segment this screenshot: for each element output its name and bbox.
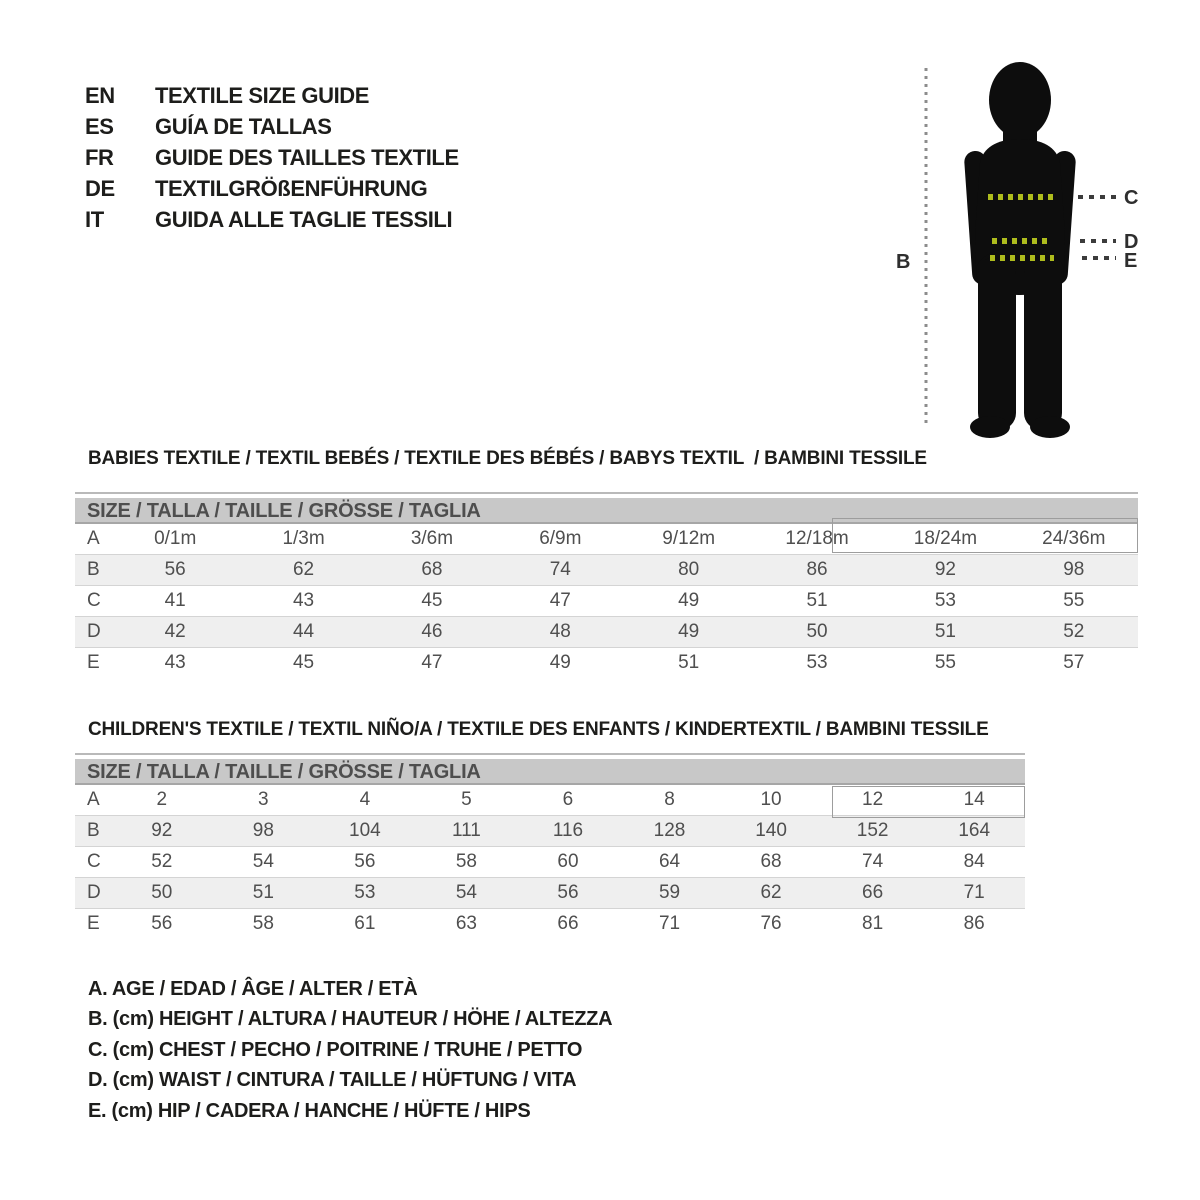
table-row	[75, 648, 1138, 679]
highlight-box-babies	[832, 518, 1138, 553]
table-cell: 6	[517, 785, 619, 816]
table-cell: 58	[416, 847, 518, 878]
table-cell: 86	[753, 555, 881, 586]
table-cell: 84	[923, 847, 1025, 878]
table-cell: 128	[619, 816, 721, 847]
table-cell: 8	[619, 785, 721, 816]
table-cell: 74	[496, 555, 624, 586]
table-cell: 116	[517, 816, 619, 847]
table-cell: 68	[720, 847, 822, 878]
language-code: DE	[85, 175, 115, 201]
table-cell: 86	[963, 913, 985, 934]
table-cell: 64	[619, 847, 721, 878]
table-row	[75, 555, 1138, 586]
row-label: B	[75, 816, 111, 847]
table-cell: 56	[151, 913, 173, 934]
table-cell: 41	[111, 586, 239, 617]
table-cell: 53	[806, 652, 828, 673]
table-cell: 58	[252, 913, 274, 934]
legend-item	[88, 1005, 612, 1036]
language-row	[85, 80, 459, 111]
legend-item	[88, 1066, 612, 1097]
table-cell: 49	[549, 652, 571, 673]
table-cell: 3/6m	[368, 524, 496, 555]
table-cell: 48	[496, 617, 624, 648]
table-cell: 62	[720, 878, 822, 909]
table-cell: 56	[314, 847, 416, 878]
table-cell: 46	[368, 617, 496, 648]
legend-item-text: D. (cm) WAIST / CINTURA / TAILLE / HÜFTUNG / VITA	[88, 1069, 577, 1092]
table-cell: 49	[625, 586, 753, 617]
table-row	[75, 816, 1025, 847]
table-row	[75, 878, 1025, 909]
table-row	[75, 586, 1138, 617]
measurement-legend	[88, 974, 612, 1127]
table-cell: 47	[496, 586, 624, 617]
table-cell: 74	[822, 847, 924, 878]
language-row	[85, 204, 459, 235]
table-cell: 51	[213, 878, 315, 909]
table-cell: 43	[239, 586, 367, 617]
silhouette-shape	[964, 62, 1077, 438]
table-cell: 68	[368, 555, 496, 586]
table-cell: 2	[111, 785, 213, 816]
table-cell: 81	[862, 913, 884, 934]
table-cell: 45	[368, 586, 496, 617]
table-cell: 98	[213, 816, 315, 847]
row-label: D	[75, 617, 111, 648]
table-row	[75, 847, 1025, 878]
legend-item-text: B. (cm) HEIGHT / ALTURA / HAUTEUR / HÖHE / ALTEZZA	[88, 1008, 613, 1031]
table-cell: 59	[619, 878, 721, 909]
table-cell: 51	[881, 617, 1009, 648]
label-waist-D: D	[1124, 231, 1139, 253]
legend-item-text: A. AGE / EDAD / ÂGE / ALTER / ETÀ	[88, 977, 418, 1000]
table-cell: 24/36m	[1010, 524, 1138, 555]
language-code: FR	[85, 144, 114, 170]
table-cell: 98	[1010, 555, 1138, 586]
babies-size-table	[75, 492, 1138, 678]
table-cell: 12/18m	[753, 524, 881, 555]
table-cell: 1/3m	[239, 524, 367, 555]
table-cell: 44	[239, 617, 367, 648]
table-cell: 111	[416, 816, 518, 847]
children-size-table	[75, 753, 1025, 939]
table-cell: 50	[753, 617, 881, 648]
table-cell: 3	[213, 785, 315, 816]
label-chest-C: C	[1124, 187, 1139, 209]
row-label: E	[87, 913, 100, 934]
row-label: C	[75, 586, 111, 617]
language-title: GUÍA DE TALLAS	[155, 113, 332, 139]
table-cell: 0/1m	[111, 524, 239, 555]
table-cell: 92	[111, 816, 213, 847]
table-cell: 45	[292, 652, 315, 673]
language-code: EN	[85, 82, 115, 108]
table-cell: 18/24m	[881, 524, 1009, 555]
language-title: TEXTILGRÖßENFÜHRUNG	[155, 175, 428, 201]
table-cell: 57	[1063, 652, 1085, 673]
language-list	[85, 80, 459, 235]
table-cell: 140	[720, 816, 822, 847]
leader-lines	[1078, 197, 1116, 258]
babies-table-header: SIZE / TALLA / TAILLE / GRÖSSE / TAGLIA	[75, 498, 1138, 524]
table-top-rule	[75, 492, 1138, 494]
table-cell: 51	[678, 652, 700, 673]
table-cell: 53	[881, 586, 1009, 617]
table-cell: 14	[923, 785, 1025, 816]
table-top-rule	[75, 753, 1025, 755]
language-title: TEXTILE SIZE GUIDE	[155, 82, 370, 108]
row-label: C	[75, 847, 111, 878]
table-cell: 55	[1010, 586, 1138, 617]
language-code: IT	[85, 206, 104, 232]
table-row	[75, 909, 1025, 940]
babies-section-title: BABIES TEXTILE / TEXTIL BEBÉS / TEXTILE DES BÉBÉS / BABYS TEXTIL / BAMBINI TESSILE	[88, 448, 927, 469]
language-code: ES	[85, 113, 114, 139]
table-cell: 66	[557, 913, 579, 934]
label-hip-E: E	[1124, 250, 1138, 272]
table-cell: 52	[1010, 617, 1138, 648]
legend-item	[88, 974, 612, 1005]
table-cell: 76	[760, 913, 782, 934]
table-cell: 71	[658, 913, 681, 934]
child-silhouette-figure	[880, 55, 1140, 450]
children-table-header: SIZE / TALLA / TAILLE / GRÖSSE / TAGLIA	[75, 759, 1025, 785]
language-row	[85, 111, 459, 142]
table-cell: 54	[416, 878, 518, 909]
language-row	[85, 142, 459, 173]
table-cell: 55	[934, 652, 956, 673]
row-label: A	[75, 785, 111, 816]
legend-item	[88, 1096, 612, 1127]
table-cell: 104	[314, 816, 416, 847]
row-label: D	[75, 878, 111, 909]
table-cell: 42	[111, 617, 239, 648]
table-cell: 60	[517, 847, 619, 878]
language-title: GUIDA ALLE TAGLIE TESSILI	[155, 206, 453, 232]
table-cell: 54	[213, 847, 315, 878]
children-section-title: CHILDREN'S TEXTILE / TEXTIL NIÑO/A / TEXTILE DES ENFANTS / KINDERTEXTIL / BAMBINI TESSILE	[88, 719, 989, 740]
row-label: E	[87, 652, 100, 673]
table-cell: 49	[625, 617, 753, 648]
table-cell: 9/12m	[625, 524, 753, 555]
table-cell: 5	[416, 785, 518, 816]
table-cell: 61	[354, 913, 376, 934]
legend-item	[88, 1035, 612, 1066]
table-cell: 152	[822, 816, 924, 847]
label-height-B: B	[896, 251, 911, 273]
language-title: GUIDE DES TAILLES TEXTILE	[155, 144, 459, 170]
table-cell: 47	[421, 652, 443, 673]
legend-item-text: C. (cm) CHEST / PECHO / POITRINE / TRUHE / PETTO	[88, 1038, 583, 1061]
table-cell: 53	[314, 878, 416, 909]
table-row	[75, 617, 1138, 648]
table-cell: 92	[881, 555, 1009, 586]
highlight-box-children	[832, 786, 1025, 818]
table-cell: 51	[753, 586, 881, 617]
table-cell: 164	[923, 816, 1025, 847]
table-cell: 71	[923, 878, 1025, 909]
table-cell: 4	[314, 785, 416, 816]
table-cell: 56	[517, 878, 619, 909]
row-label: B	[75, 555, 111, 586]
table-cell: 43	[164, 652, 186, 673]
table-cell: 50	[111, 878, 213, 909]
table-cell: 6/9m	[496, 524, 624, 555]
table-cell: 56	[111, 555, 239, 586]
table-cell: 62	[239, 555, 367, 586]
table-cell: 66	[822, 878, 924, 909]
table-cell: 12	[822, 785, 924, 816]
table-cell: 63	[455, 913, 477, 934]
table-cell: 80	[625, 555, 753, 586]
table-cell: 52	[111, 847, 213, 878]
table-cell: 10	[720, 785, 822, 816]
row-label: A	[75, 524, 111, 555]
legend-item-text: E. (cm) HIP / CADERA / HANCHE / HÜFTE / HIPS	[88, 1099, 531, 1122]
language-row	[85, 173, 459, 204]
